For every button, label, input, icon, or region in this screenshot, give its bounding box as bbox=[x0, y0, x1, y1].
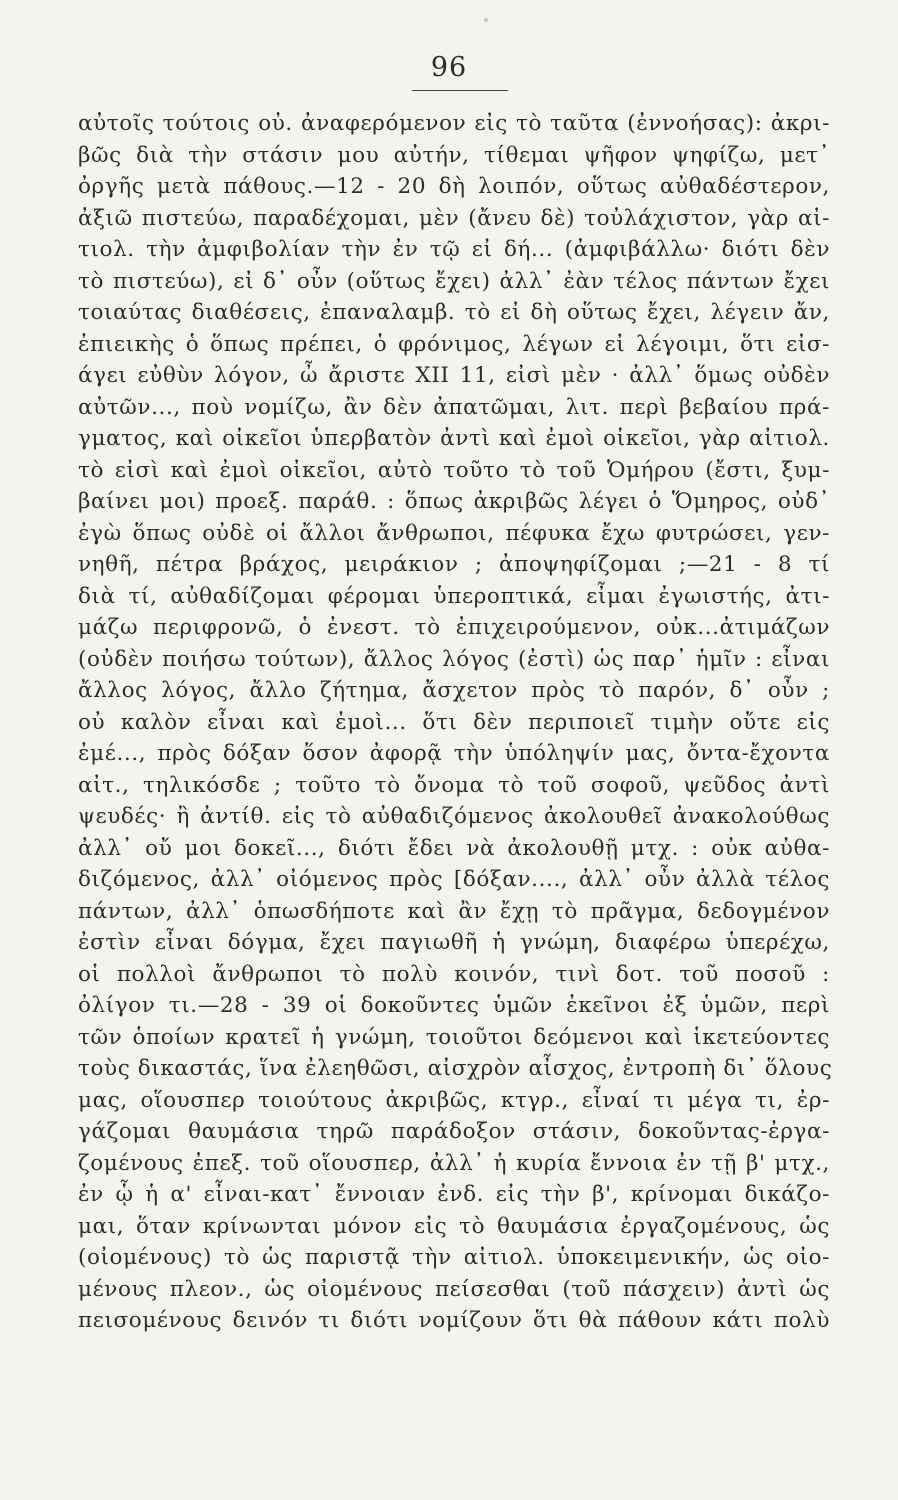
text-line: ζομένους ἐπεξ. τοῦ οἵουσπερ, ἀλλ᾽ ἡ κυρία ἔννοια ἐν τῇ β' μτχ., bbox=[78, 1150, 830, 1176]
text-line: αὐτῶν..., ποὺ νομίζω, ἂν δὲν ἀπατῶμαι, λιτ. περὶ βεβαίου πρά- bbox=[78, 394, 830, 420]
text-line: τοὺς δικαστάς, ἵνα ἐλεηθῶσι, αἰσχρὸν αἶσχος, ἐντροπὴ δι᾽ ὅλους bbox=[78, 1056, 833, 1081]
text-line: βῶς διὰ τὴν στάσιν μου αὐτήν, τίθεμαι ψῆφον ψηφίζω, μετ᾽ bbox=[78, 142, 830, 168]
text-line: αὐτοῖς τούτοις οὐ. ἀναφερόμενον εἰς τὸ ταῦτα (ἐννοήσας): ἀκρι- bbox=[78, 111, 830, 136]
text-line: μένους πλεον., ὡς οἰομένους πείσεσθαι (τοῦ πάσχειν) ἀντὶ ὡς bbox=[78, 1276, 830, 1302]
text-line: πάντων, ἀλλ᾽ ὁπωσδήποτε καὶ ἂν ἔχῃ τὸ πρᾶγμα, δεδογμένον bbox=[78, 898, 830, 924]
text-line: ἐν ᾧ ἡ α' εἶναι-κατ᾽ ἔννοιαν ἐνδ. εἰς τὴν β', κρίνομαι δικάζο- bbox=[78, 1182, 830, 1207]
text-line: αἰτ., τηλικόσδε ; τοῦτο τὸ ὄνομα τὸ τοῦ σοφοῦ, ψεῦδος ἀντὶ bbox=[78, 772, 830, 798]
paper-speck bbox=[484, 18, 488, 22]
text-line: ἐγὼ ὅπως οὐδὲ οἱ ἄλλοι ἄνθρωποι, πέφυκα ἔχω φυτρώσει, γεν- bbox=[78, 520, 830, 546]
text-line: τῶν ὁποίων κρατεῖ ἡ γνώμη, τοιοῦτοι δεόμενοι καὶ ἱκετεύοντες bbox=[78, 1024, 830, 1050]
text-line: μαι, ὅταν κρίνωνται μόνον εἰς τὸ θαυμάσια ἐργαζομένους, ὡς bbox=[78, 1213, 830, 1239]
text-line: βαίνει μοι) προεξ. παράθ. : ὅπως ἀκριβῶς λέγει ὁ Ὅμηρος, οὐδ᾽ bbox=[78, 489, 830, 514]
text-line: ὀργῆς μετὰ πάθους.—12 - 20 δὴ λοιπόν, οὕτως αὐθαδέστερον, bbox=[78, 174, 830, 199]
text-line: οἱ πολλοὶ ἄνθρωποι τὸ πολὺ κοινόν, τινὶ δοτ. τοῦ ποσοῦ : bbox=[78, 961, 830, 987]
text-line: ἐστὶν εἶναι δόγμα, ἔχει παγιωθῆ ἡ γνώμη, διαφέρω ὑπερέχω, bbox=[78, 930, 830, 955]
page-number-rule bbox=[412, 90, 508, 91]
text-line: διζόμενος, ἀλλ᾽ οἰόμενος πρὸς [δόξαν...., ἀλλ᾽ οὖν ἀλλὰ τέλος bbox=[78, 867, 830, 892]
text-line: τὸ πιστεύω), εἰ δ᾽ οὖν (οὕτως ἔχει) ἀλλ᾽ ἐὰν τέλος πάντων ἔχει bbox=[78, 268, 830, 294]
text-line: γάζομαι θαυμάσια τηρῶ παράδοξον στάσιν, δοκοῦντας-ἐργα- bbox=[78, 1119, 830, 1144]
text-line: ψευδές· ἢ ἀντίθ. εἰς τὸ αὐθαδιζόμενος ἀκολουθεῖ ἀνακολούθως bbox=[78, 804, 830, 829]
text-line: νηθῆ, πέτρα βράχος, μειράκιον ; ἀποψηφίζομαι ;—21 - 8 τί bbox=[78, 552, 830, 577]
text-line: άγει εὐθὺν λόγον, ὦ ἄριστε XII 11, εἰσὶ μὲν · ἀλλ᾽ ὅμως οὐδὲν bbox=[78, 363, 830, 388]
text-line: ἐμέ..., πρὸς δόξαν ὅσον ἀφορᾷ τὴν ὑπόληψίν μας, ὄντα-ἔχοντα bbox=[78, 741, 830, 766]
text-line: τιολ. τὴν ἀμφιβολίαν τὴν ἐν τῷ εἰ δή... (ἀμφιβάλλω· διότι δὲν bbox=[78, 237, 830, 262]
text-line: οὐ καλὸν εἶναι καὶ ἐμοὶ... ὅτι δὲν περιποιεῖ τιμὴν οὔτε εἰς bbox=[78, 709, 830, 735]
text-line: μάζω περιφρονῶ, ὁ ἐνεστ. τὸ ἐπιχειρούμενον, οὐκ...ἀτιμάζων bbox=[78, 615, 830, 640]
text-line: ἐπιεικὴς ὁ ὅπως πρέπει, ὁ φρόνιμος, λέγων εἰ λέγοιμι, ὅτι εἰσ- bbox=[78, 331, 830, 357]
text-line: γματος, καὶ οἰκεῖοι ὑπερβατὸν ἀντὶ καὶ ἐμοὶ οἰκεῖοι, γὰρ αἰτιολ. bbox=[78, 426, 830, 451]
commentary-text bbox=[78, 108, 833, 1337]
text-line: ἀξιῶ πιστεύω, παραδέχομαι, μὲν (ἄνευ δὲ) τοὐλάχιστον, γὰρ αἰ- bbox=[78, 205, 830, 231]
text-line: πεισομένους δεινόν τι διότι νομίζουν ὅτι θὰ πάθουν κάτι πολὺ bbox=[78, 1308, 830, 1333]
text-line: τὸ εἰσὶ καὶ ἐμοὶ οἰκεῖοι, αὐτὸ τοῦτο τὸ τοῦ Ὁμήρου (ἔστι, ξυμ- bbox=[78, 457, 830, 483]
text-line: τοιαύτας διαθέσεις, ἐπαναλαμβ. τὸ εἰ δὴ οὕτως ἔχει, λέγειν ἄν, bbox=[78, 300, 830, 325]
text-line: ἄλλος λόγος, ἄλλο ζήτημα, ἄσχετον πρὸς τὸ παρόν, δ᾽ οὖν ; bbox=[78, 678, 830, 703]
text-line: διὰ τί, αὐθαδίζομαι φέρομαι ὑπεροπτικά, εἶμαι ἐγωιστής, ἀτι- bbox=[78, 583, 830, 609]
text-line: μας, οἵουσπερ τοιούτους ἀκριβῶς, κτγρ., εἶναί τι μέγα τι, ἐρ- bbox=[78, 1087, 830, 1113]
text-line: ἀλλ᾽ οὔ μοι δοκεῖ..., διότι ἔδει νὰ ἀκολουθῇ μτχ. : οὐκ αὐθα- bbox=[78, 835, 830, 861]
page-number: 96 bbox=[430, 52, 468, 83]
text-line: ὀλίγον τι.—28 - 39 οἱ δοκοῦντες ὑμῶν ἐκεῖνοι ἐξ ὑμῶν, περὶ bbox=[78, 993, 830, 1018]
text-line: (οἰομένους) τὸ ὡς παριστᾷ τὴν αἰτιολ. ὑποκειμενικήν, ὡς οἰο- bbox=[78, 1245, 830, 1270]
text-line: (οὐδὲν ποιήσω τούτων), ἄλλος λόγος (ἐστὶ) ὡς παρ᾽ ἡμῖν : εἶναι bbox=[78, 646, 830, 672]
